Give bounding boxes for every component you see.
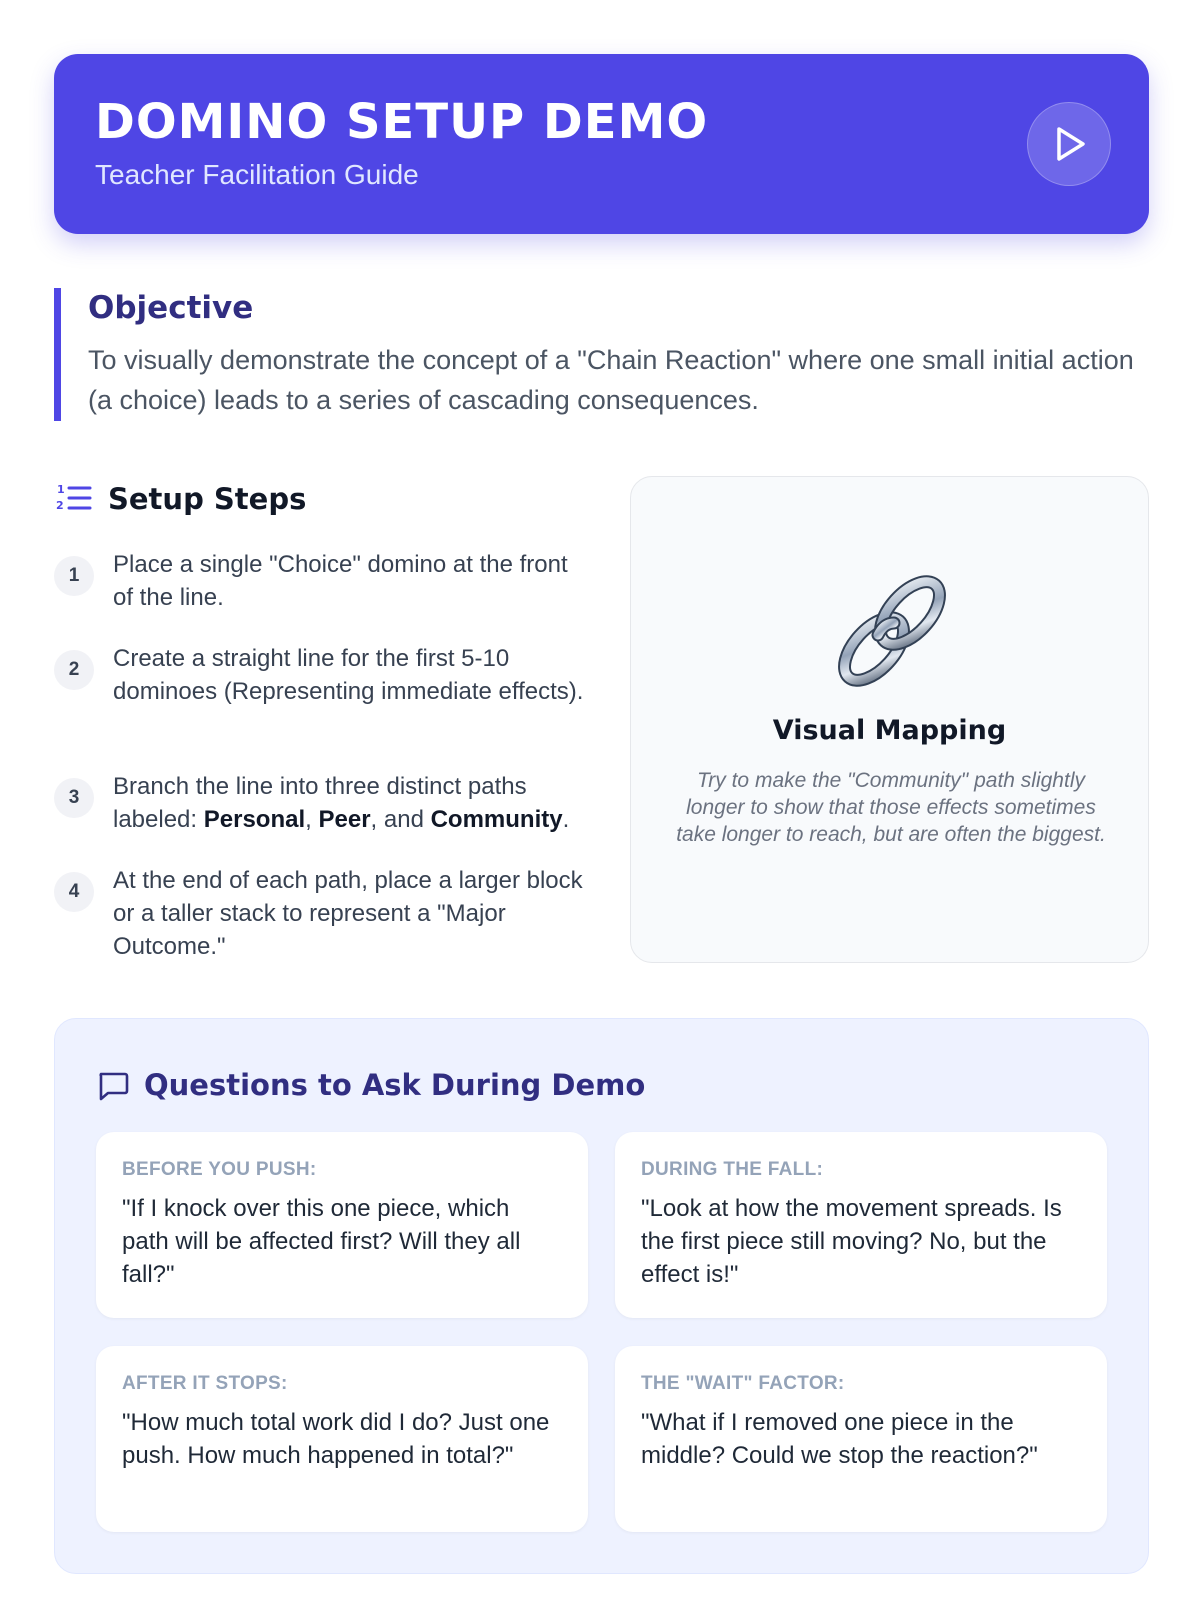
question-card: [96, 1132, 588, 1318]
question-label: AFTER IT STOPS:: [122, 1373, 288, 1394]
setup-step: [54, 548, 594, 614]
question-label: DURING THE FALL:: [641, 1159, 824, 1180]
path-label-personal: Personal: [203, 806, 306, 833]
objective-text: To visually demonstrate the concept of a "Chain Reaction" where one small initial action (a choice) leads to a series of cascading consequences.: [88, 345, 1134, 415]
svg-text:2: 2: [56, 499, 64, 512]
step-number-badge: 4: [54, 872, 94, 912]
objective-title: Objective: [88, 290, 254, 326]
setup-step: [54, 770, 594, 836]
question-card: [96, 1346, 588, 1532]
page-title: DOMINO SETUP DEMO: [95, 94, 709, 150]
step-text-part: .: [562, 806, 570, 833]
questions-section: [54, 1018, 1149, 1574]
step-text: [113, 770, 594, 836]
question-text: "How much total work did I do? Just one push. How much happened in total?": [122, 1409, 550, 1469]
header-banner: [54, 54, 1149, 234]
step-number-badge: 2: [54, 650, 94, 690]
step-text: Place a single "Choice" domino at the front of the line.: [113, 551, 568, 611]
objective-section: [54, 288, 1149, 421]
step-text-part: ,: [305, 806, 319, 833]
question-text: "If I knock over this one piece, which path will be affected first? Will they all fall?": [122, 1195, 521, 1288]
setup-steps-title: Setup Steps: [108, 482, 307, 516]
numbered-list-icon: [56, 482, 92, 516]
play-button[interactable]: [1027, 102, 1111, 186]
question-label: BEFORE YOU PUSH:: [122, 1159, 317, 1180]
visual-mapping-title: Visual Mapping: [772, 715, 1007, 746]
page-subtitle: Teacher Facilitation Guide: [95, 159, 419, 190]
step-text: At the end of each path, place a larger block or a taller stack to represent a "Major Outcome.": [113, 867, 583, 960]
questions-title: Questions to Ask During Demo: [144, 1068, 646, 1102]
setup-step: [54, 642, 594, 708]
step-number-badge: 3: [54, 778, 94, 818]
setup-step: [54, 864, 594, 963]
question-card: [615, 1132, 1107, 1318]
speech-bubble-icon: [96, 1068, 130, 1102]
question-text: "What if I removed one piece in the middle? Could we stop the reaction?": [641, 1409, 1038, 1469]
visual-mapping-text: Try to make the "Community" path slightly longer to show that those effects sometimes take longer to reach, but are often the biggest.: [676, 769, 1106, 846]
step-number-badge: 1: [54, 556, 94, 596]
visual-mapping-card: [630, 476, 1149, 963]
question-label: THE "WAIT" FACTOR:: [641, 1373, 845, 1394]
path-label-peer: Peer: [318, 806, 371, 833]
question-text: "Look at how the movement spreads. Is the first piece still moving? No, but the effect is!": [641, 1195, 1062, 1288]
path-label-community: Community: [430, 806, 563, 833]
question-card: [615, 1346, 1107, 1532]
step-text-part: Branch the line into three distinct paths labeled:: [113, 773, 527, 833]
setup-steps-heading: [56, 478, 306, 520]
chain-link-icon: [826, 565, 956, 695]
step-text: Create a straight line for the first 5-10 dominoes (Representing immediate effects).: [113, 645, 584, 705]
svg-text:1: 1: [57, 483, 65, 496]
questions-heading: [96, 1065, 645, 1105]
step-text-part: , and: [370, 806, 431, 833]
play-icon: [1049, 124, 1089, 164]
